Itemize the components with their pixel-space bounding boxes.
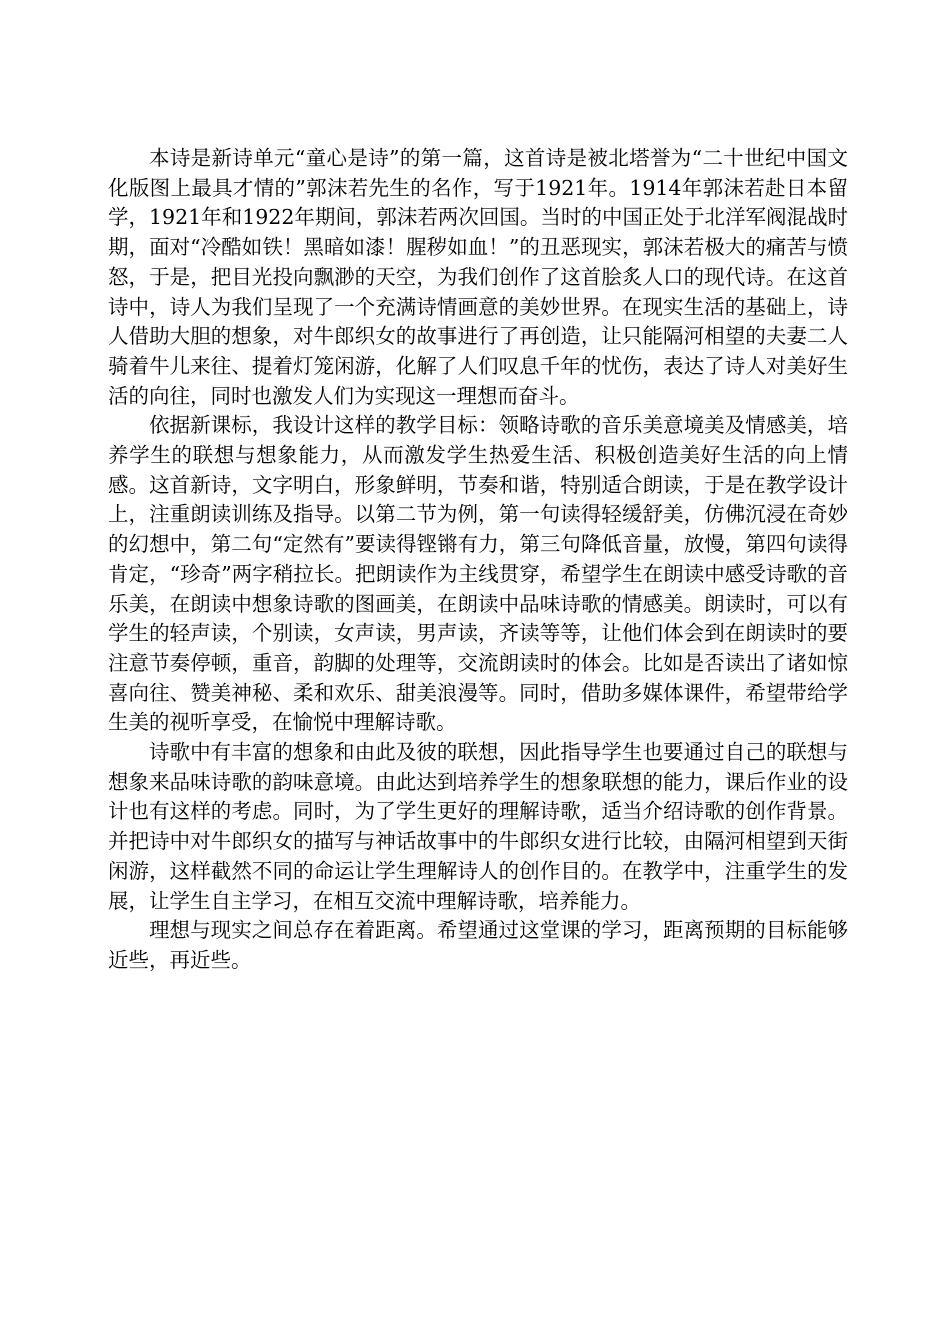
document-body xyxy=(108,144,848,976)
paragraph-conclusion: 理想与现实之间总存在着距离。希望通过这堂课的学习，距离预期的目标能够近些，再近些。 xyxy=(108,918,848,972)
paragraph-background: 本诗是新诗单元“童心是诗”的第一篇，这首诗是被北塔誉为“二十世纪中国文化版图上最具才情的”郭沫若先生的名作，写于1921年。1914年郭沫若赴日本留学，1921年和1922年期间，郭沫若两次回国。当时的中国正处于北洋军阀混战时期，面对“冷酷如铁！黑暗如漆！腥秽如血！”的丑恶现实，郭沫若极大的痛苦与愤怒，于是，把目光投向飘渺的天空，为我们创作了这首脍炙人口的现代诗。在这首诗中，诗人为我们呈现了一个充满诗情画意的美妙世界。在现实生活的基础上，诗人借助大胆的想象，对牛郎织女的故事进行了再创造，让只能隔河相望的夫妻二人骑着牛儿来往、提着灯笼闲游，化解了人们叹息千年的忧伤，表达了诗人对美好生活的向往，同时也激发人们为实现这一理想而奋斗。 xyxy=(108,146,848,408)
paragraph-imagination: 诗歌中有丰富的想象和由此及彼的联想，因此指导学生也要通过自己的联想与想象来品味诗歌的韵味意境。由此达到培养学生的想象联想的能力，课后作业的设计也有这样的考虑。同时，为了学生更好的理解诗歌，适当介绍诗歌的创作背景。并把诗中对牛郎织女的描写与神话故事中的牛郎织女进行比较，由隔河相望到天街闲游，这样截然不同的命运让学生理解诗人的创作目的。在教学中，注重学生的发展，让学生自主学习，在相互交流中理解诗歌，培养能力。 xyxy=(108,740,848,913)
paragraph-teaching-goals: 依据新课标，我设计这样的教学目标：领略诗歌的音乐美意境美及情感美，培养学生的联想与想象能力，从而激发学生热爱生活、积极创造美好生活的向上情感。这首新诗，文字明白，形象鲜明，节奏和谐，特别适合朗读，于是在教学设计上，注重朗读训练及指导。以第二节为例，第一句读得轻缓舒美，仿佛沉浸在奇妙的幻想中，第二句“定然有”要读得铿锵有力，第三句降低音量，放慢，第四句读得肯定，“珍奇”两字稍拉长。把朗读作为主线贯穿，希望学生在朗读中感受诗歌的音乐美，在朗读中想象诗歌的图画美，在朗读中品味诗歌的情感美。朗读时，可以有学生的轻声读，个别读，女声读，男声读，齐读等等，让他们体会到在朗读时的要注意节奏停顿，重音，韵脚的处理等，交流朗读时的体会。比如是否读出了诸如惊喜向往、赞美神秘、柔和欢乐、甜美浪漫等。同时，借助多媒体课件，希望带给学生美的视听享受，在愉悦中理解诗歌。 xyxy=(108,413,848,735)
